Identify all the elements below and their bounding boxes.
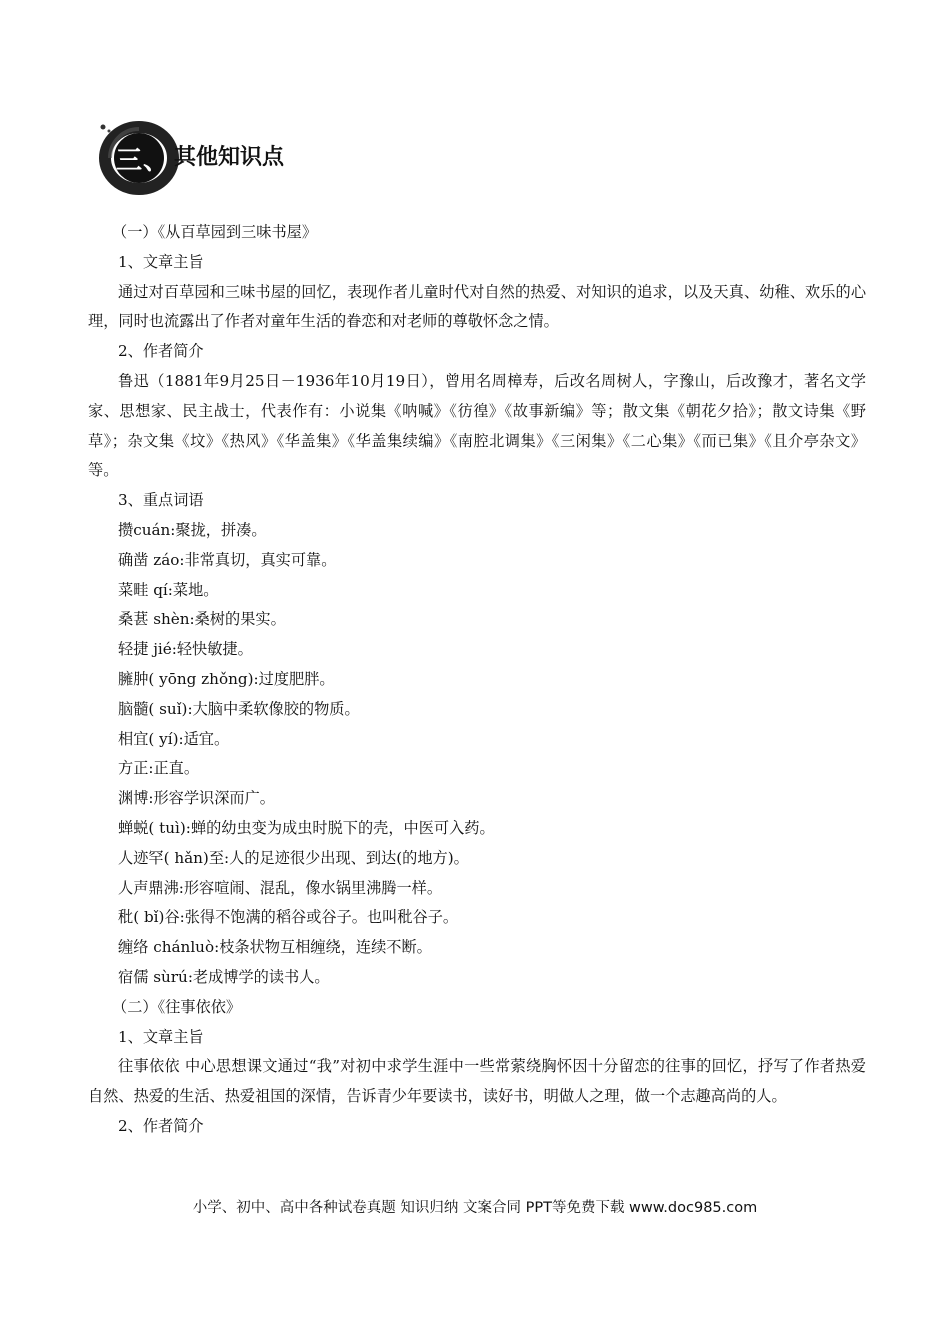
vocab-item: 秕( bǐ)谷:张得不饱满的稻谷或谷子。也叫秕谷子。 [118, 908, 459, 927]
vocab-item: 菜畦 qí:菜地。 [118, 580, 219, 599]
heading-theme: 1、文章主旨 [118, 1027, 204, 1046]
vocab-item: 方正:正直。 [118, 759, 200, 778]
section-title: 其他知识点 [174, 145, 285, 170]
vocab-item: 攒cuán:聚拢，拼凑。 [118, 520, 267, 539]
vocab-item: 宿儒 sùrú:老成博学的读书人。 [118, 967, 330, 986]
author-paragraph: 鲁迅（1881年9月25日－1936年10月19日），曾用名周樟寿，后改名周树人，字豫山，后改豫才，著名文学家、思想家、民主战士，代表作有：小说集《呐喊》《彷徨》《故事新编》等；散文集《朝花夕拾》；散文诗集《野草》；杂文集《坟》《热风》《华盖集》《华盖集续编》《南腔北调集》《三闲集》《二心集》《而已集》《且介亭杂文》等。 [88, 371, 866, 480]
subsection-title: （一）《从百草园到三味书屋》 [112, 223, 318, 241]
subsection-title: （二）《往事依依》 [112, 997, 242, 1016]
theme-paragraph: 通过对百草园和三味书屋的回忆，表现作者儿童时代对自然的热爱、对知识的追求，以及天真、幼稚、欢乐的心理，同时也流露出了作者对童年生活的眷恋和对老师的尊敬怀念之情。 [88, 282, 866, 331]
vocab-item: 确凿 záo:非常真切，真实可靠。 [118, 550, 337, 569]
document-body [88, 218, 866, 1142]
section-number: 三、 [116, 146, 171, 176]
vocab-item: 桑葚 shèn:桑树的果实。 [118, 610, 286, 629]
heading-author: 2、作者简介 [118, 1116, 204, 1135]
heading-vocabulary: 3、重点词语 [118, 491, 204, 510]
theme-paragraph: 往事依依 中心思想课文通过“我”对初中求学生涯中一些常萦绕胸怀因十分留恋的往事的回忆，抒写了作者热爱自然、热爱的生活、热爱祖国的深情，告诉青少年要读书，读好书，明做人之理，做一个志趣高尚的人。 [88, 1057, 866, 1106]
vocab-item: 相宜( yí):适宜。 [118, 729, 230, 748]
vocab-item: 人迹罕( hǎn)至:人的足迹很少出现、到达(的地方)。 [118, 848, 469, 867]
heading-theme: 1、文章主旨 [118, 252, 204, 271]
footer-download-link[interactable]: 小学、初中、高中各种试卷真题 知识归纳 文案合同 PPT等免费下载 www.doc985.com [192, 1200, 758, 1216]
heading-author: 2、作者简介 [118, 342, 204, 361]
vocab-item: 脑髓( suǐ):大脑中柔软像胶的物质。 [118, 699, 360, 718]
vocab-item: 轻捷 jié:轻快敏捷。 [118, 640, 253, 659]
vocab-item: 人声鼎沸:形容喧闹、混乱，像水锅里沸腾一样。 [118, 878, 443, 897]
vocab-item: 蝉蜕( tuì):蝉的幼虫变为成虫时脱下的壳，中医可入药。 [118, 818, 495, 837]
vocab-item: 缠络 chánluò:枝条状物互相缠绕，连续不断。 [118, 938, 432, 957]
section-header [96, 118, 496, 198]
vocab-item: 渊博:形容学识深而广。 [118, 789, 275, 808]
vocab-item: 臃肿( yōng zhǒng):过度肥胖。 [118, 669, 335, 688]
